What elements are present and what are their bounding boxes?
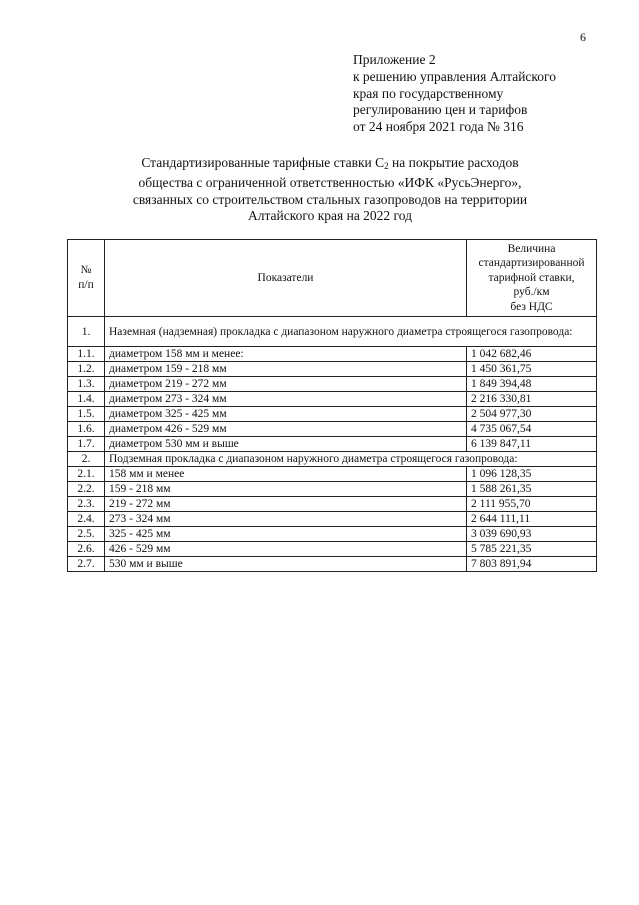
table-header-row [68, 240, 597, 317]
section-row [68, 452, 597, 467]
row-indicator: диаметром 530 мм и выше [105, 437, 467, 452]
appendix-line: края по государственному [353, 85, 504, 101]
table-row [68, 347, 597, 362]
row-number: 1.5. [68, 407, 105, 422]
row-number: 1.1. [68, 347, 105, 362]
row-indicator: 159 - 218 мм [105, 482, 467, 497]
section-title: Подземная прокладка с диапазоном наружного диаметра строящегося газопровода: [105, 452, 597, 467]
row-value: 2 216 330,81 [467, 392, 597, 407]
appendix-line: Приложение 2 [353, 52, 436, 67]
document-title [70, 155, 590, 225]
row-indicator: диаметром 158 мм и менее: [105, 347, 467, 362]
row-number: 1.4. [68, 392, 105, 407]
table-row [68, 377, 597, 392]
row-value: 3 039 690,93 [467, 527, 597, 542]
table-row [68, 437, 597, 452]
row-value: 2 644 111,11 [467, 512, 597, 527]
table-row [68, 557, 597, 572]
header-number: № п/п [68, 240, 105, 317]
row-value: 2 504 977,30 [467, 407, 597, 422]
row-indicator: диаметром 325 - 425 мм [105, 407, 467, 422]
row-value: 1 588 261,35 [467, 482, 597, 497]
row-value: 4 735 067,54 [467, 422, 597, 437]
row-number: 2.1. [68, 467, 105, 482]
row-indicator: 219 - 272 мм [105, 497, 467, 512]
appendix-block [353, 52, 556, 136]
row-number: 2.2. [68, 482, 105, 497]
table-row [68, 392, 597, 407]
row-indicator: диаметром 219 - 272 мм [105, 377, 467, 392]
row-number: 1.7. [68, 437, 105, 452]
row-indicator: диаметром 426 - 529 мм [105, 422, 467, 437]
table-row [68, 512, 597, 527]
appendix-line: регулированию цен и тарифов [353, 102, 528, 118]
row-indicator: 273 - 324 мм [105, 512, 467, 527]
page-number: 6 [580, 30, 586, 44]
title-line-3: связанных со строительством стальных газопроводов на территории [132, 191, 528, 207]
row-number: 2.4. [68, 512, 105, 527]
row-value: 6 139 847,11 [467, 437, 597, 452]
header-value: Величина стандартизированной тарифной ставки, руб./км без НДС [467, 240, 597, 317]
title-line-1: Стандартизированные тарифные ставки $С_2$ на покрытие расходов [141, 155, 519, 171]
table-row [68, 422, 597, 437]
section-title: Наземная (надземная) прокладка с диапазоном наружного диаметра строящегося газопровода: [105, 317, 597, 347]
row-indicator: диаметром 273 - 324 мм [105, 392, 467, 407]
row-number: 1.3. [68, 377, 105, 392]
table-row [68, 362, 597, 377]
row-value: 1 096 128,35 [467, 467, 597, 482]
row-value: 5 785 221,35 [467, 542, 597, 557]
header-indicators: Показатели [105, 240, 467, 317]
row-number: 1.2. [68, 362, 105, 377]
title-line-2: общества с ограниченной ответственностью «ИФК «РусьЭнерго», [138, 174, 522, 190]
row-value: 2 111 955,70 [467, 497, 597, 512]
row-number: 2.5. [68, 527, 105, 542]
appendix-line: от 24 ноября 2021 года № 316 [353, 119, 524, 135]
row-value: 1 849 394,48 [467, 377, 597, 392]
section-number: 2. [68, 452, 105, 467]
row-number: 2.6. [68, 542, 105, 557]
row-indicator: 158 мм и менее [105, 467, 467, 482]
row-value: 1 450 361,75 [467, 362, 597, 377]
table-row [68, 482, 597, 497]
row-number: 1.6. [68, 422, 105, 437]
row-value: 7 803 891,94 [467, 557, 597, 572]
table-row [68, 497, 597, 512]
section-row [68, 317, 597, 347]
table-row [68, 527, 597, 542]
row-indicator: 426 - 529 мм [105, 542, 467, 557]
title-line-4: Алтайского края на 2022 год [248, 208, 412, 224]
appendix-line: к решению управления Алтайского [353, 68, 556, 84]
tariff-table [67, 239, 597, 572]
row-indicator: 325 - 425 мм [105, 527, 467, 542]
row-value: 1 042 682,46 [467, 347, 597, 362]
table-row [68, 407, 597, 422]
table-row [68, 467, 597, 482]
table-row [68, 542, 597, 557]
row-number: 2.3. [68, 497, 105, 512]
section-number: 1. [68, 317, 105, 347]
row-number: 2.7. [68, 557, 105, 572]
row-indicator: 530 мм и выше [105, 557, 467, 572]
row-indicator: диаметром 159 - 218 мм [105, 362, 467, 377]
